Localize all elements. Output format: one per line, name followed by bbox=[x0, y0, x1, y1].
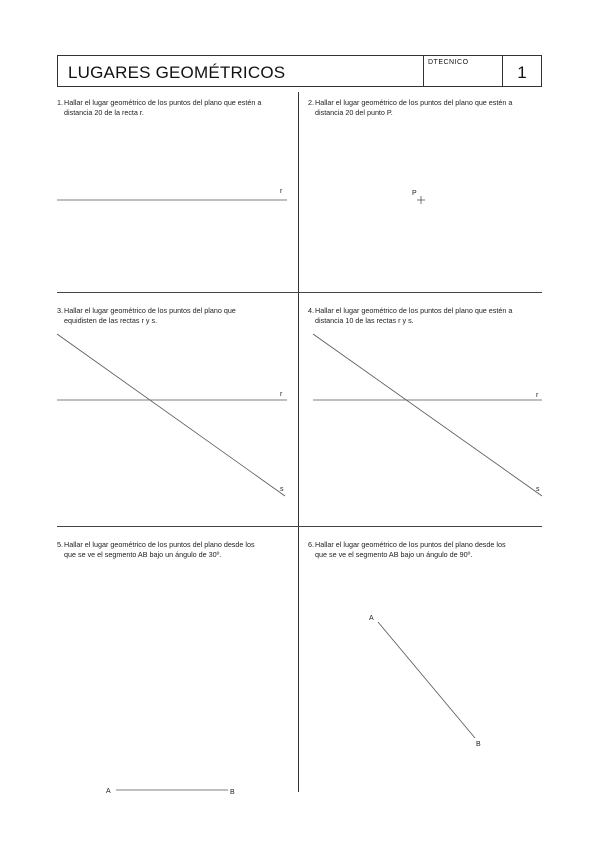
problem-text-line: Hallar el lugar geométrico de los puntos del plano que estén a bbox=[315, 306, 513, 315]
p2-label-p: P bbox=[412, 190, 417, 197]
p4-line-s bbox=[313, 334, 542, 496]
problem-text-line: distancia 20 del punto P. bbox=[315, 107, 393, 117]
problem-text-line: que se ve el segmento AB bajo un ángulo de 30º. bbox=[64, 549, 222, 559]
p4-label-s: s bbox=[536, 486, 540, 493]
problem-number: 1. bbox=[57, 98, 63, 107]
problem-number: 3. bbox=[57, 306, 63, 315]
sheet-number: 1 bbox=[517, 63, 527, 82]
problem-text-line: equidisten de las rectas r y s. bbox=[64, 315, 158, 325]
problem-text-line: Hallar el lugar geométrico de los puntos del plano desde los bbox=[315, 540, 506, 549]
problem-text-line: que se ve el segmento AB bajo un ángulo de 90º. bbox=[315, 549, 473, 559]
p5-label-a: A bbox=[106, 788, 111, 795]
problem-text-line: distancia 20 de la recta r. bbox=[64, 107, 144, 117]
p6-label-a: A bbox=[369, 615, 374, 622]
p1-label-r: r bbox=[280, 188, 283, 195]
problem-text-line: distancia 10 de las rectas r y s. bbox=[315, 315, 414, 325]
p6-label-b: B bbox=[476, 741, 481, 748]
p3-label-r: r bbox=[280, 391, 283, 398]
problem-text-line: Hallar el lugar geométrico de los puntos del plano que bbox=[64, 306, 236, 315]
problem-number: 5. bbox=[57, 540, 63, 549]
brand-label: DTECNICO bbox=[428, 59, 469, 66]
problem-number: 6. bbox=[308, 540, 314, 549]
p6-segment-ab bbox=[378, 622, 475, 738]
problem-text-line: Hallar el lugar geométrico de los puntos del plano que estén a bbox=[64, 98, 262, 107]
sheet-title: LUGARES GEOMÉTRICOS bbox=[68, 63, 286, 82]
p4-label-r: r bbox=[536, 392, 539, 399]
problem-text-line: Hallar el lugar geométrico de los puntos del plano desde los bbox=[64, 540, 255, 549]
problem-number: 2. bbox=[308, 98, 314, 107]
p3-label-s: s bbox=[280, 486, 284, 493]
p5-label-b: B bbox=[230, 789, 235, 796]
p3-line-s bbox=[57, 334, 285, 496]
problem-text-line: Hallar el lugar geométrico de los puntos del plano que estén a bbox=[315, 98, 513, 107]
problem-number: 4. bbox=[308, 306, 314, 315]
